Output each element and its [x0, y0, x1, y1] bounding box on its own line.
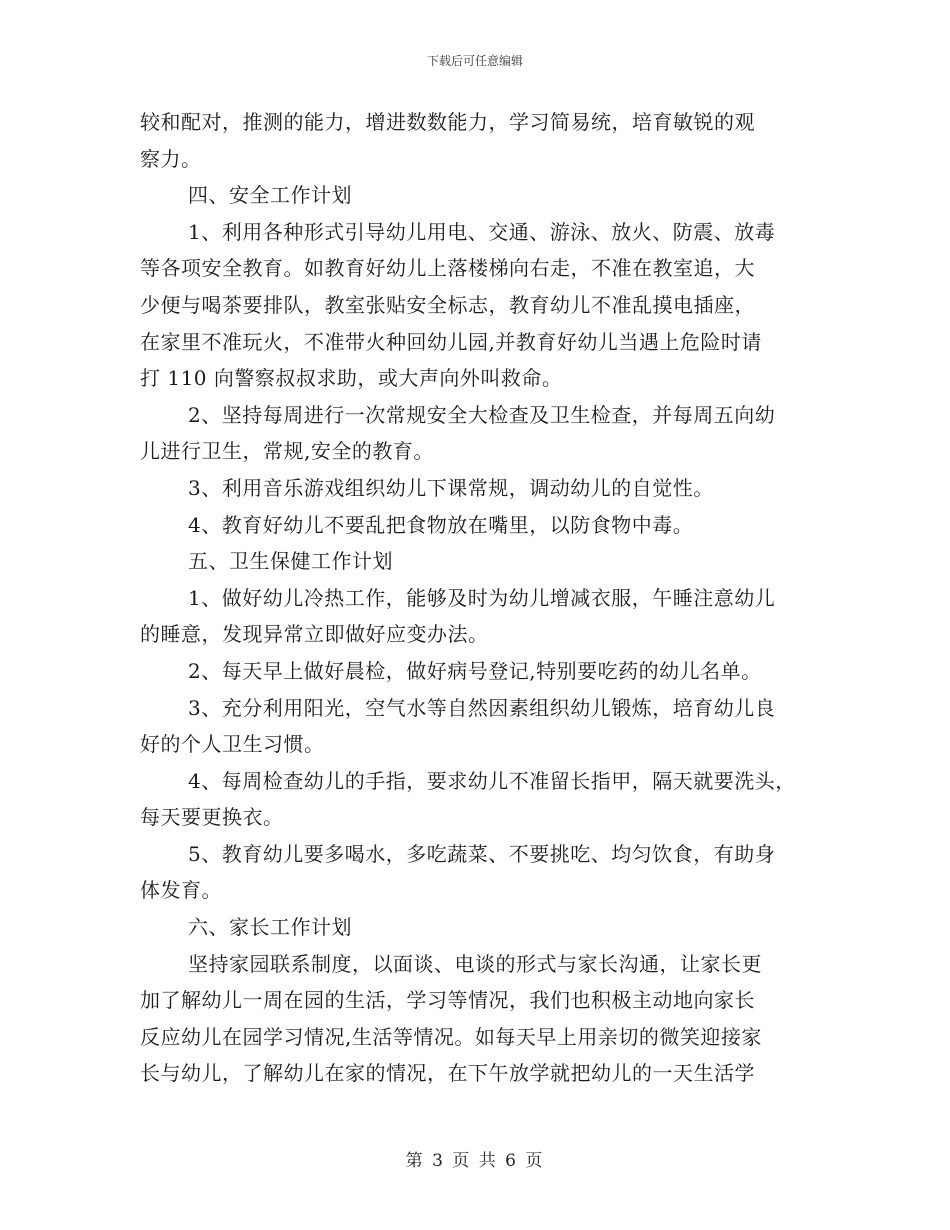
text-line: 较和配对，推测的能力，增进数数能力，学习简易统，培育敏锐的观 — [140, 110, 755, 134]
text-line: 五、卫生保健工作计划 — [188, 549, 393, 574]
text-line: 坚持家园联系制度，以面谈、电谈的形式与家长沟通，让家长更 — [188, 951, 762, 976]
text-line: 好的个人卫生习惯。 — [140, 732, 325, 757]
text-line: 1、利用各种形式引导幼儿用电、交通、游泳、放火、防震、放毒 — [188, 219, 776, 244]
page-header: 下载后可任意编辑 — [426, 54, 523, 68]
text-line: 加了解幼儿一周在园的生活，学习等情况，我们也积极主动地向家长 — [140, 988, 755, 1013]
text-line: 察力。 — [140, 146, 202, 171]
text-line: 在家里不准玩火，不准带火种回幼儿园,并教育好幼儿当遇上危险时请 — [140, 329, 762, 354]
text-line: 2、坚持每周进行一次常规安全大检查及卫生检查，并每周五向幼 — [188, 402, 776, 427]
text-line: 体发育。 — [140, 878, 222, 903]
text-line: 打 110 向警察叔叔求助，或大声向外叫救命。 — [140, 366, 563, 391]
text-line: 的睡意，发现异常立即做好应变办法。 — [140, 622, 489, 647]
text-line: 反应幼儿在园学习情况,生活等情况。如每天早上用亲切的微笑迎接家 — [140, 1024, 762, 1049]
text-line: 每天要更换衣。 — [140, 805, 284, 830]
page-footer: 第 3 页 共 6 页 — [405, 1151, 545, 1171]
text-line: 3、充分利用阳光，空气水等自然因素组织幼儿锻炼，培育幼儿良 — [188, 695, 776, 720]
text-line: 4、每周检查幼儿的手指，要求幼儿不准留长指甲，隔天就要洗头， — [188, 768, 796, 793]
text-line: 等各项安全教育。如教育好幼儿上落楼梯向右走，不准在教室追，大 — [140, 256, 755, 281]
text-line: 四、安全工作计划 — [188, 183, 352, 208]
text-line: 1、做好幼儿冷热工作，能够及时为幼儿增减衣服，午睡注意幼儿 — [188, 585, 776, 610]
text-line: 4、教育好幼儿不要乱把食物放在嘴里，以防食物中毒。 — [188, 512, 694, 537]
text-line: 六、家长工作计划 — [188, 915, 352, 940]
text-line: 长与幼儿，了解幼儿在家的情况，在下午放学就把幼儿的一天生活学 — [140, 1061, 755, 1086]
text-line: 3、利用音乐游戏组织幼儿下课常规，调动幼儿的自觉性。 — [188, 475, 714, 500]
text-line: 儿进行卫生，常规,安全的教育。 — [140, 439, 434, 464]
text-line: 5、教育幼儿要多喝水，多吃蔬菜、不要挑吃、均匀饮食，有助身 — [188, 841, 776, 866]
text-line: 少便与喝茶要排队，教室张贴安全标志，教育幼儿不准乱摸电插座， — [140, 292, 755, 317]
text-line: 2、每天早上做好晨检，做好病号登记,特别要吃药的幼儿名单。 — [188, 658, 762, 683]
document-body — [140, 104, 820, 1092]
